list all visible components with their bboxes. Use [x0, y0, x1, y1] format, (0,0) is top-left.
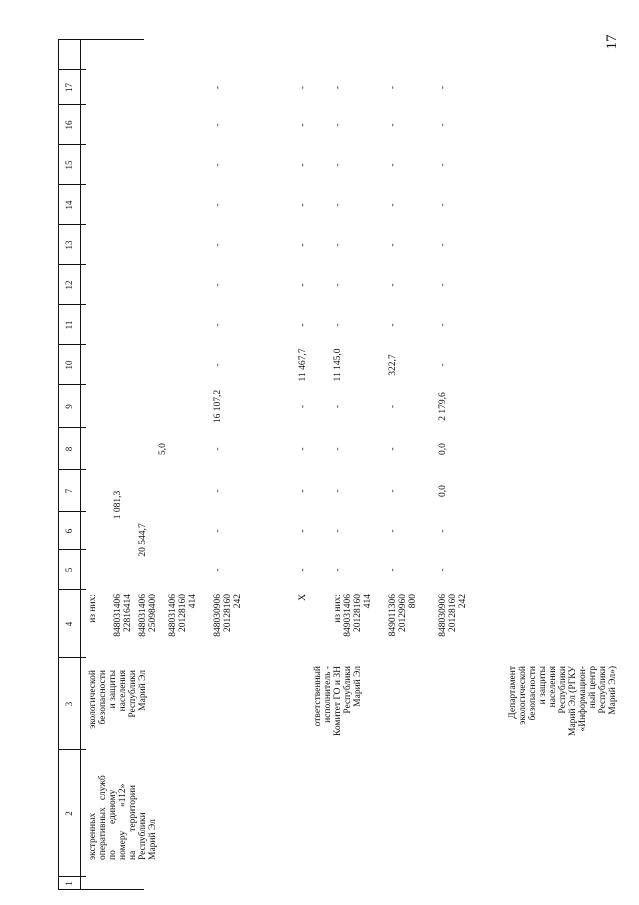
budget-code-cell: из них: 849031406 20128160 414 [333, 594, 373, 637]
value-cell: - [388, 404, 398, 409]
column-header-13: 13 [64, 240, 74, 250]
value-cell: - [298, 529, 308, 533]
rotated-budget-table [58, 40, 618, 890]
column-header-7: 7 [64, 488, 74, 494]
value-cell: - [438, 85, 448, 90]
value-cell: 11 467,7 [298, 348, 308, 382]
value-cell: - [438, 323, 448, 327]
column-header-15: 15 [64, 160, 74, 170]
column-header-11: 11 [64, 320, 74, 330]
value-cell: - [333, 529, 343, 533]
value-cell: - [213, 163, 223, 167]
page-number: 17 [604, 34, 620, 50]
column-header-9: 9 [64, 404, 74, 409]
value-cell: - [333, 283, 343, 287]
value-cell: - [438, 203, 448, 207]
column-header-12: 12 [64, 280, 74, 290]
value-cell: - [333, 243, 343, 247]
value-cell: - [298, 163, 308, 167]
value-cell: - [213, 568, 223, 572]
value-cell: - [388, 529, 398, 533]
col3-responsible-top: экологической безопасности и защиты населения Республики Марий Эл [88, 670, 148, 729]
value-cell: - [333, 404, 343, 409]
value-cell: - [438, 529, 448, 533]
value-cell: - [333, 123, 343, 127]
value-cell: 322,7 [388, 354, 398, 376]
column-header-17: 17 [64, 83, 74, 92]
column-header-5: 5 [64, 567, 74, 573]
value-cell: - [298, 568, 308, 572]
value-cell: - [333, 163, 343, 167]
value-cell: - [333, 489, 343, 493]
value-cell: - [388, 163, 398, 167]
value-cell: 5,0 [158, 443, 168, 455]
value-cell: - [298, 243, 308, 247]
budget-code-cell: из них: [88, 594, 98, 623]
value-cell: 0,0 [438, 485, 448, 497]
value-cell: - [333, 85, 343, 90]
value-cell: - [213, 529, 223, 533]
value-cell: - [298, 323, 308, 327]
value-cell: - [333, 203, 343, 207]
value-cell: - [213, 243, 223, 247]
value-cell: - [438, 283, 448, 287]
value-cell: - [213, 203, 223, 207]
column-header-8: 8 [64, 446, 74, 452]
value-cell: - [388, 447, 398, 451]
value-cell: - [438, 163, 448, 167]
header-bottom-border [80, 40, 81, 890]
col3-responsible-mid: ответственный исполнитель - Комитет ГО и ЗН Республики Марий Эл [313, 666, 363, 736]
column-header-3: 3 [64, 701, 74, 707]
value-cell: - [298, 404, 308, 409]
value-cell: - [298, 85, 308, 90]
column-header-14: 14 [64, 200, 74, 210]
table-top-border [58, 40, 59, 890]
value-cell: - [213, 85, 223, 90]
value-cell: - [213, 489, 223, 493]
value-cell: 0,0 [438, 443, 448, 455]
value-cell: - [298, 123, 308, 127]
value-cell: - [438, 568, 448, 572]
budget-code-cell: 848031406 25098400 [138, 594, 158, 637]
column-header-16: 16 [64, 120, 74, 130]
value-cell: - [213, 323, 223, 327]
value-cell: - [213, 123, 223, 127]
budget-code-cell: 848030906 20128160 242 [213, 594, 243, 637]
value-cell: - [333, 323, 343, 327]
value-cell: - [388, 489, 398, 493]
column-header-1: 1 [64, 881, 74, 886]
value-cell: - [388, 323, 398, 327]
value-cell: - [388, 203, 398, 207]
budget-code-cell: 848030906 20128160 242 [438, 594, 468, 637]
value-cell: - [333, 447, 343, 451]
value-cell: - [213, 283, 223, 287]
column-header-2: 2 [64, 811, 74, 816]
value-cell: - [298, 283, 308, 287]
value-cell: - [333, 568, 343, 572]
value-cell: - [298, 489, 308, 493]
budget-code-cell: 848031406 20128160 414 [168, 594, 198, 637]
value-cell: - [438, 363, 448, 367]
value-cell: - [298, 447, 308, 451]
budget-code-cell: Х [298, 594, 308, 601]
value-cell: - [388, 283, 398, 287]
value-cell: - [298, 203, 308, 207]
budget-code-cell: 848031406 22816414 [113, 594, 133, 637]
budget-code-cell: 849011306 20129960 800 [388, 594, 418, 637]
column-header-10: 10 [64, 360, 74, 370]
col3-responsible-bottom: Департамент экологической безопасности и защиты населения Республики Марий Эл (РГКУ «Информацион- ный центр Республики Марий Эл») [508, 666, 618, 737]
column-divider [58, 39, 144, 40]
value-cell: 16 107,2 [213, 389, 223, 424]
value-cell: - [388, 568, 398, 572]
value-cell: - [438, 243, 448, 247]
value-cell: - [213, 363, 223, 367]
value-cell: - [213, 447, 223, 451]
column-header-4: 4 [64, 621, 74, 627]
value-cell: - [388, 243, 398, 247]
col2-description: экстренных оперативных служб по единому номеру «112» на территории Республики Марий Эл [88, 775, 158, 860]
value-cell: - [388, 85, 398, 90]
value-cell: - [388, 123, 398, 127]
column-header-6: 6 [64, 528, 74, 534]
value-cell: 2 179,6 [438, 392, 448, 421]
value-cell: 11 145,0 [333, 348, 343, 382]
value-cell: 1 081,3 [113, 490, 123, 520]
value-cell: 20 544,7 [138, 523, 148, 557]
value-cell: - [438, 123, 448, 127]
